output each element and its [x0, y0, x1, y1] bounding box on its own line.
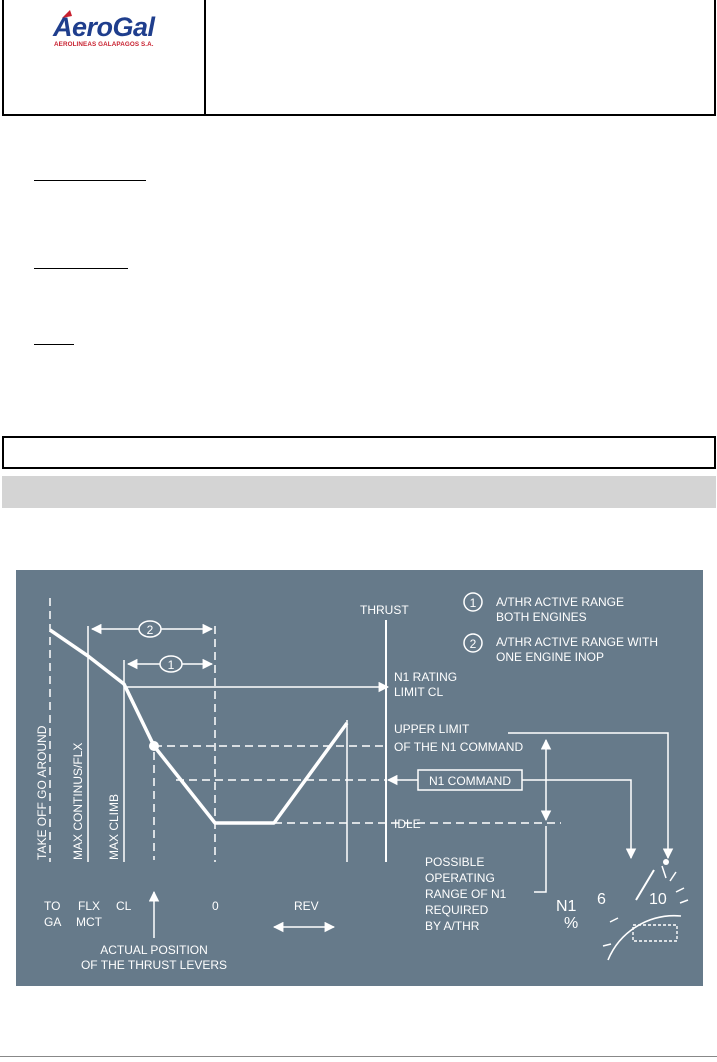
footer-rule [0, 1056, 717, 1057]
possible-label-3: RANGE OF N1 [425, 887, 507, 901]
range1-number: 1 [167, 658, 175, 672]
detent-to: TO [44, 899, 61, 913]
legend-2-line1: A/THR ACTIVE RANGE WITH [496, 635, 659, 649]
logo-subtitle: AEROLINEAS GALAPAGOS S.A. [54, 41, 154, 48]
subsection-bar [2, 476, 716, 508]
section-title-box [2, 436, 716, 469]
detent-flx: FLX [78, 899, 101, 913]
section-heading-underline-2 [34, 268, 128, 269]
n1-rating-label-1: N1 RATING [394, 670, 458, 684]
range2-number: 2 [146, 623, 154, 637]
idle-label: IDLE [394, 817, 421, 831]
gauge-tick-6: 6 [597, 891, 606, 908]
gauge-tick-10: 10 [649, 891, 667, 908]
n1-rating-label-2: LIMIT CL [394, 685, 444, 699]
detent-rev: REV [294, 899, 319, 913]
header-divider [204, 0, 206, 116]
possible-label-4: REQUIRED [425, 903, 489, 917]
n1-command-label: N1 COMMAND [428, 774, 512, 788]
gauge-digital-readout [633, 925, 677, 941]
thrust-curve [50, 630, 347, 823]
gauge-n1-label: N1 [556, 898, 577, 915]
upper-limit-to-gauge [508, 733, 668, 858]
possible-label-1: POSSIBLE [425, 855, 485, 869]
aerogal-logo [40, 6, 180, 50]
legend-number-1: 1 [469, 596, 477, 610]
athr-diagram [16, 570, 703, 986]
upper-limit-label-2: OF THE N1 COMMAND [394, 740, 524, 754]
possible-label-5: BY A/THR [425, 919, 480, 933]
n1-command-to-gauge [522, 780, 631, 858]
max-continuous-label: MAX CONTINUS/FLX [71, 742, 85, 860]
n1-gauge [603, 859, 688, 960]
detent-mct: MCT [76, 915, 102, 929]
legend-number-2: 2 [469, 637, 477, 651]
detent-cl: CL [116, 899, 132, 913]
logo-brand: AeroGal [53, 12, 155, 42]
section-heading-underline-3 [34, 344, 74, 345]
actual-position-label-2: OF THE THRUST LEVERS [80, 958, 228, 972]
section-heading-underline-1 [34, 180, 146, 181]
legend-1-line1: A/THR ACTIVE RANGE [496, 595, 625, 609]
upper-limit-label-1: UPPER LIMIT [394, 722, 470, 736]
actual-position-label-1: ACTUAL POSITION [100, 943, 208, 957]
thrust-axis-title: THRUST [360, 603, 409, 617]
max-climb-label: MAX CLIMB [107, 793, 121, 860]
possible-label-2: OPERATING [425, 871, 495, 885]
operating-range-leader [534, 826, 546, 892]
athr-diagram-svg [16, 570, 703, 986]
gauge-percent-label: % [564, 915, 579, 932]
detent-zero: 0 [212, 899, 219, 913]
detent-ga: GA [44, 915, 62, 929]
legend-1-line2: BOTH ENGINES [496, 610, 587, 624]
takeoff-label: TAKE OFF GO AROUND [35, 725, 49, 860]
legend-2-line2: ONE ENGINE INOP [496, 650, 605, 664]
